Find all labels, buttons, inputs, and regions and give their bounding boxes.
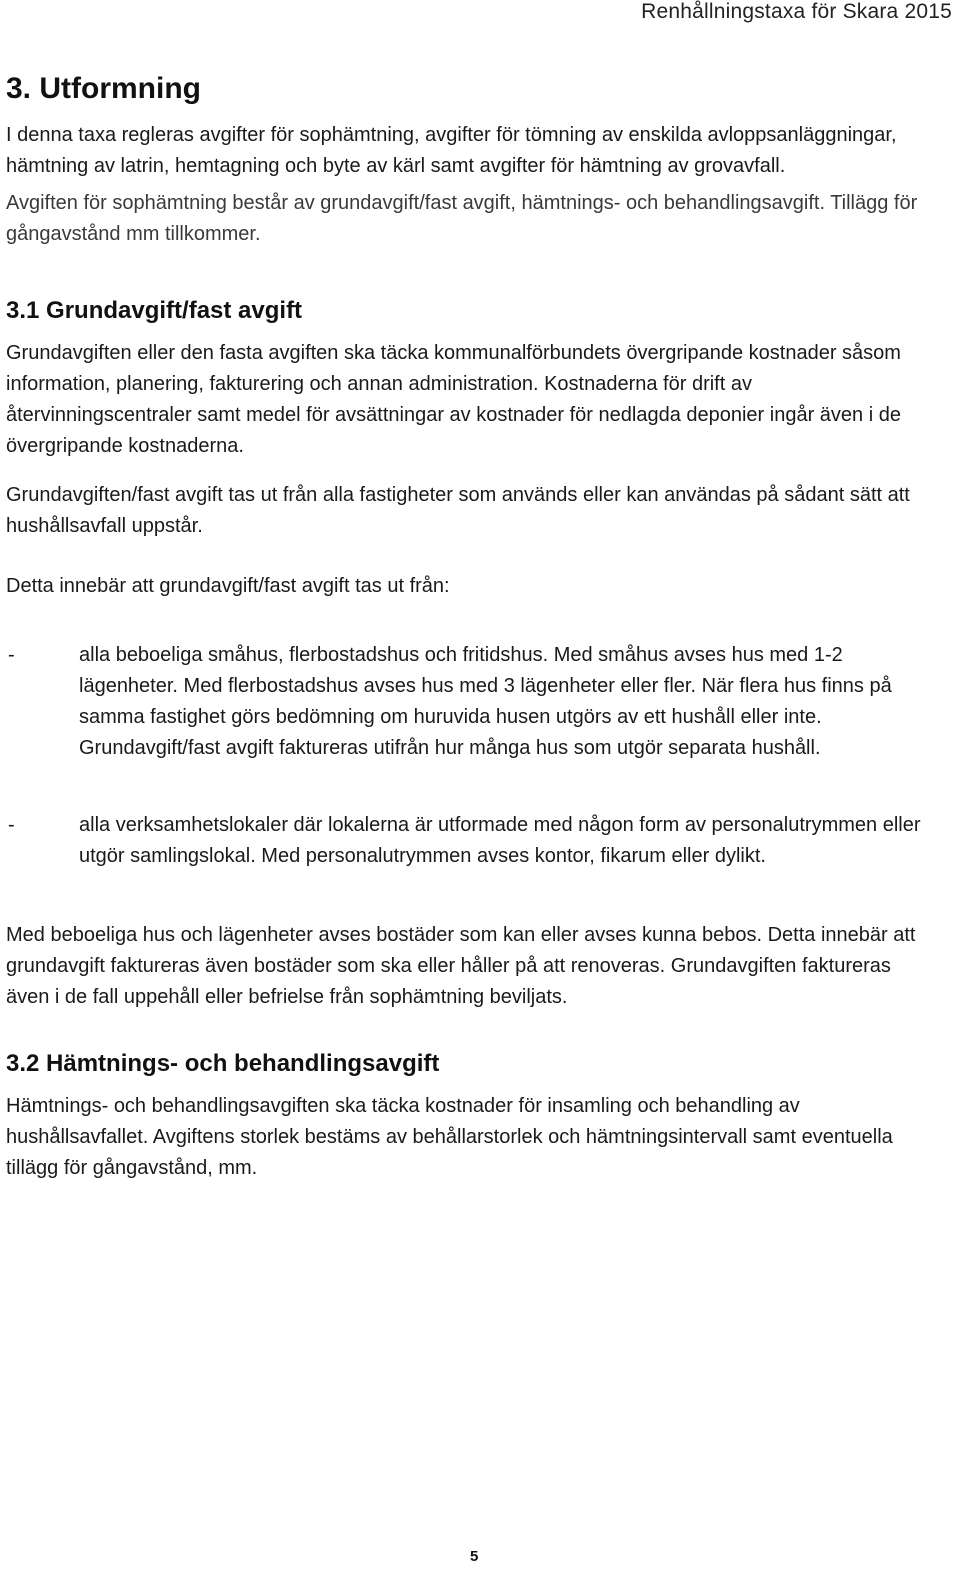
- running-header: Renhållningstaxa för Skara 2015: [641, 0, 952, 23]
- section-3-2-paragraph-1: Hämtnings- och behandlingsavgiften ska täcka kostnader för insamling och behandling av hushållsavfallet. Avgiftens storlek bestäms av behållarstorlek och hämtningsintervall samt eventuella tillägg för gångavstånd, mm.: [6, 1095, 893, 1179]
- section-3-paragraph-1: I denna taxa regleras avgifter för sophämtning, avgifter för tömning av enskilda avloppsanläggningar, hämtning av latrin, hemtagning och byte av kärl samt avgifter för hämtning av grovavfall.: [6, 124, 897, 177]
- fee-subject-list: [6, 640, 936, 872]
- list-item-text: alla verksamhetslokaler där lokalerna är utformade med någon form av personalutrymmen eller utgör samlingslokal. Med personalutrymmen avses kontor, fikarum eller dylikt.: [79, 814, 921, 867]
- section-3-heading: 3. Utformning: [6, 72, 201, 105]
- list-dash-marker: -: [8, 644, 15, 666]
- list-item: [6, 810, 936, 872]
- section-3-1-paragraph-2: Grundavgiften/fast avgift tas ut från alla fastigheter som används eller kan användas på sådant sätt att hushållsavfall uppstår.: [6, 484, 910, 537]
- page-content: [6, 70, 936, 1184]
- section-3-2-heading: 3.2 Hämtnings- och behandlingsavgift: [6, 1050, 440, 1077]
- list-dash-marker: -: [8, 814, 15, 836]
- list-item: [6, 640, 936, 764]
- section-3-paragraph-2: Avgiften för sophämtning består av grundavgift/fast avgift, hämtnings- och behandlingsavgift. Tillägg för gångavstånd mm tillkommer.: [6, 192, 918, 245]
- list-item-text: alla beboeliga småhus, flerbostadshus och fritidshus. Med småhus avses hus med 1-2 lägenheter. Med flerbostadshus avses hus med 3 lägenheter eller fler. När flera hus finns på samma fastighet görs bedömning om huruvida husen utgörs av ett hushåll eller inte. Grundavgift/fast avgift faktureras utifrån hur många hus som utgör separata hushåll.: [79, 644, 892, 759]
- page-number: 5: [470, 1548, 479, 1565]
- section-3-1-paragraph-3: Detta innebär att grundavgift/fast avgift tas ut från:: [6, 575, 450, 597]
- section-3-1-heading: 3.1 Grundavgift/fast avgift: [6, 297, 303, 324]
- section-3-1-paragraph-1: Grundavgiften eller den fasta avgiften ska täcka kommunalförbundets övergripande kostnader såsom information, planering, fakturering och annan administration. Kostnaderna för drift av återvinningscentraler samt medel för avsättningar av kostnader för nedlagda deponier ingår även i de övergripande kostnaderna.: [6, 342, 901, 457]
- section-3-1-paragraph-4: Med beboeliga hus och lägenheter avses bostäder som kan eller avses kunna bebos. Detta innebär att grundavgift faktureras även bostäder som ska eller håller på att renoveras. Grundavgiften faktureras även i de fall uppehåll eller befrielse från sophämtning beviljats.: [6, 924, 916, 1008]
